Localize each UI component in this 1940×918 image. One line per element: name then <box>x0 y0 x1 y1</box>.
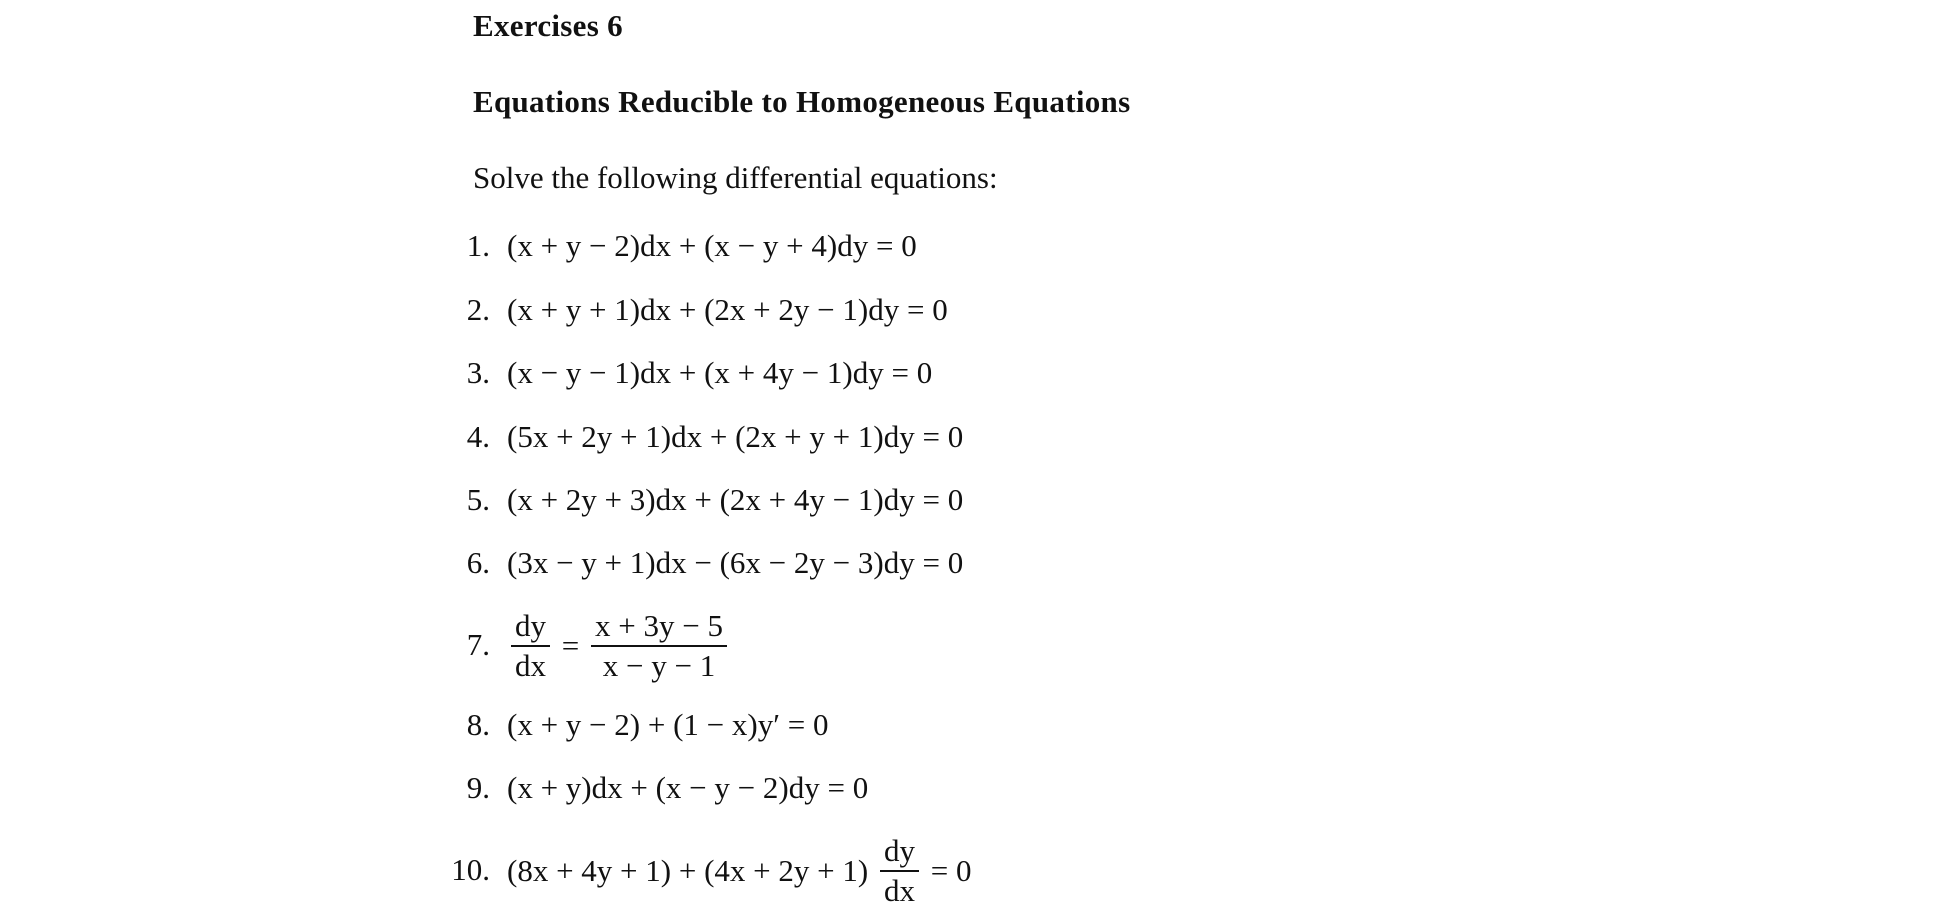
section-title: Equations Reducible to Homogeneous Equations <box>473 84 1131 119</box>
exercise-equation: (x + 2y + 3)dx + (2x + 4y − 1)dy = 0 <box>507 482 964 517</box>
exercise-number: 8. <box>466 707 490 742</box>
fraction-denominator: dx <box>883 873 915 908</box>
exercise-item <box>0 482 1400 526</box>
exercise-item <box>0 419 1400 463</box>
exercise-number: 10. <box>451 852 490 887</box>
exercise-title: Exercises 6 <box>473 8 623 43</box>
exercise-item <box>0 707 1400 751</box>
exercise-equation: (x + y − 2)dx + (x − y + 4)dy = 0 <box>507 228 917 263</box>
fraction-denominator: dx <box>515 648 546 683</box>
fraction <box>591 607 727 685</box>
exercise-number: 9. <box>466 770 490 805</box>
fraction-numerator: dy <box>511 607 550 647</box>
equals-sign: = <box>561 628 580 663</box>
exercise-equation: (5x + 2y + 1)dx + (2x + y + 1)dy = 0 <box>507 419 964 454</box>
exercise-equation <box>507 607 731 685</box>
equation-suffix: = 0 <box>930 853 972 888</box>
exercise-equation: (x − y − 1)dx + (x + 4y − 1)dy = 0 <box>507 355 933 390</box>
fraction-numerator: x + 3y − 5 <box>591 607 727 647</box>
exercise-number: 4. <box>466 419 490 454</box>
equation-prefix: (8x + 4y + 1) + (4x + 2y + 1) <box>507 853 869 888</box>
fraction-numerator: dy <box>880 832 919 872</box>
fraction-denominator: x − y − 1 <box>602 648 716 683</box>
fraction <box>511 607 550 685</box>
exercise-equation: (x + y)dx + (x − y − 2)dy = 0 <box>507 770 869 805</box>
exercise-item <box>0 832 1400 912</box>
exercise-number: 1. <box>466 228 490 263</box>
exercise-equation: (x + y + 1)dx + (2x + 2y − 1)dy = 0 <box>507 292 948 327</box>
exercise-item <box>0 607 1400 687</box>
exercise-equation: (3x − y + 1)dx − (6x − 2y − 3)dy = 0 <box>507 545 964 580</box>
instructions: Solve the following differential equations: <box>473 160 998 195</box>
exercise-equation <box>507 832 971 910</box>
exercise-equation: (x + y − 2) + (1 − x)y′ = 0 <box>507 707 829 742</box>
exercise-item <box>0 770 1400 814</box>
exercise-number: 7. <box>466 627 490 662</box>
exercise-item <box>0 355 1400 399</box>
exercise-number: 2. <box>466 292 490 327</box>
exercise-number: 6. <box>466 545 490 580</box>
exercise-item <box>0 228 1400 272</box>
exercise-number: 3. <box>466 355 490 390</box>
exercise-item <box>0 545 1400 589</box>
fraction <box>880 832 919 910</box>
exercise-number: 5. <box>466 482 490 517</box>
exercise-item <box>0 292 1400 336</box>
